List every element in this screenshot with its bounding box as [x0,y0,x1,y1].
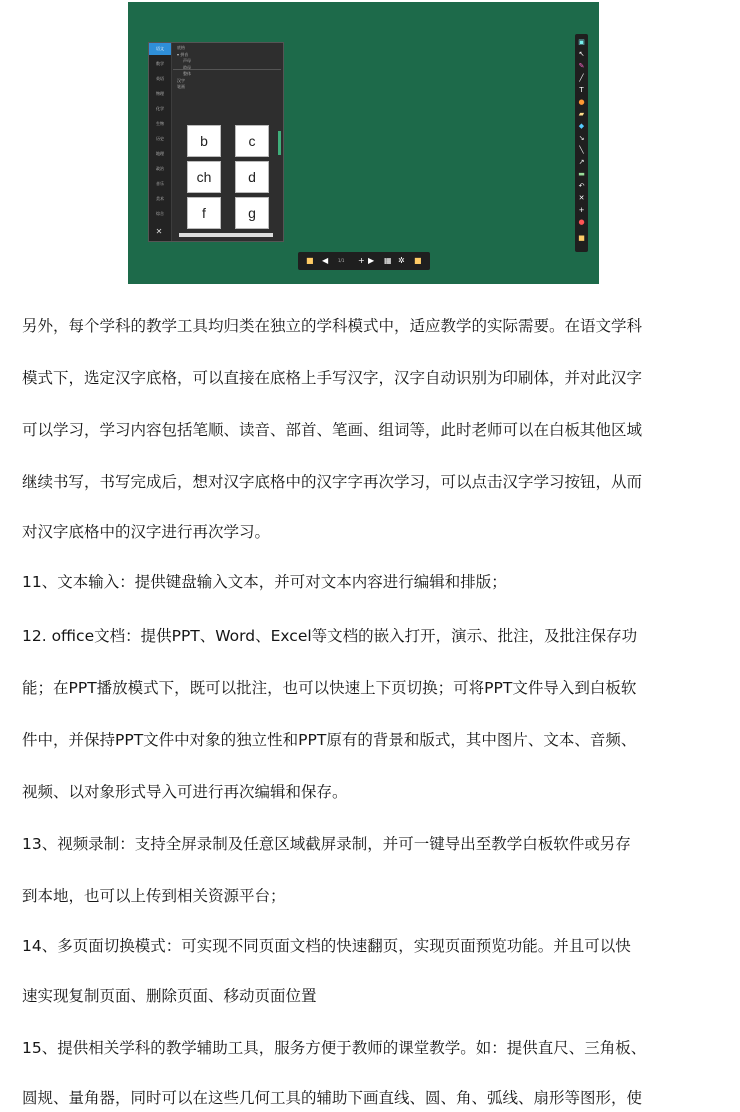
article-line: 能；在PPT播放模式下，既可以批注，也可以快速上下页切换；可将PPT文件导入到白板软 [22,679,637,697]
tree-item[interactable]: 整体 [183,71,191,76]
tree-item[interactable]: 韵母 [183,64,191,70]
tree-item[interactable]: 汉字 [177,77,185,83]
tree-item[interactable]: 声母 [183,58,191,63]
right-toolbar [575,34,588,252]
tree-item[interactable]: ▾ 拼音 [177,51,189,57]
grid-scroll-bar[interactable] [179,233,273,237]
subject-item[interactable]: 物理 [156,91,164,96]
image-icon[interactable]: ▬ [578,170,585,178]
subject-item[interactable]: 美术 [156,196,164,201]
article-line: 速实现复制页面、删除页面、移动页面位置 [22,987,317,1005]
page-indicator: 1/1 [338,258,345,263]
shape-icon[interactable]: ◆ [578,122,585,130]
subject-list [149,43,172,241]
tree-item[interactable]: 底格 [177,45,185,50]
article-line: 12. office文档：提供PPT、Word、Excel等文档的嵌入打开，演示、批注，及批注保存功 [22,627,638,645]
brush-icon[interactable]: ╱ [579,74,584,82]
bottom-toolbar [298,252,430,270]
subject-item[interactable]: 英语 [156,76,164,81]
add-page-icon[interactable]: + [358,256,365,265]
settings-icon[interactable]: ✲ [398,256,405,265]
pointer-icon[interactable]: ↘ [578,134,585,142]
select-icon[interactable]: ↖ [578,50,585,58]
line-icon[interactable]: ╲ [579,146,584,154]
subject-tool-panel [148,42,284,242]
add-icon[interactable]: + [578,206,585,214]
pinyin-tile[interactable]: g [235,197,269,229]
subject-item[interactable]: 综合 [156,211,164,216]
subject-item[interactable]: 政治 [156,166,164,171]
pinyin-tile[interactable]: d [235,161,269,193]
folder-icon[interactable]: ■ [578,234,585,242]
pinyin-tile[interactable]: b [187,125,221,157]
color-icon[interactable]: ● [578,98,585,106]
home-icon[interactable]: ■ [306,256,314,265]
tree-item[interactable]: 笔画 [177,84,185,89]
article-line: 14、多页面切换模式：可实现不同页面文档的快速翻页，实现页面预览功能。并且可以快 [22,937,631,955]
article-line: 另外，每个学科的教学工具均归类在独立的学科模式中，适应教学的实际需要。在语文学科 [22,317,643,335]
subject-item[interactable]: 化学 [156,106,164,111]
article-line: 13、视频录制：支持全屏录制及任意区域截屏录制，并可一键导出至教学白板软件或另存 [22,835,631,853]
pinyin-tile[interactable]: f [187,197,221,229]
article-line: 到本地，也可以上传到相关资源平台； [22,887,286,905]
grid-icon[interactable]: ▦ [384,256,392,265]
pinyin-tile[interactable]: c [235,125,269,157]
hand-icon[interactable]: ↗ [578,158,585,166]
tool-tree [173,45,281,123]
scrollbar-thumb[interactable] [278,131,281,155]
pinyin-tile-grid [179,125,273,237]
text-icon[interactable]: T [579,86,584,94]
whiteboard-screenshot [128,2,599,284]
eraser-icon[interactable]: ▰ [578,110,585,118]
article-line: 可以学习，学习内容包括笔顺、读音、部首、笔画、组词等，此时老师可以在白板其他区域 [22,421,643,439]
article-line: 对汉字底格中的汉字进行再次学习。 [22,523,271,541]
subject-item[interactable]: 音乐 [156,181,164,186]
article-line: 圆规、量角器，同时可以在这些几何工具的辅助下画直线、圆、角、弧线、扇形等图形，使 [22,1089,643,1107]
notes-icon[interactable]: ■ [414,256,422,265]
record-icon[interactable]: ● [578,218,585,226]
subject-item[interactable]: 历史 [156,136,164,141]
article-line: 继续书写，书写完成后，想对汉字底格中的汉字字再次学习，可以点击汉字学习按钮，从而 [22,473,643,491]
next-page-icon[interactable]: ▶ [368,256,375,265]
article-line: 模式下，选定汉字底格，可以直接在底格上手写汉字，汉字自动识别为印刷体，并对此汉字 [22,369,643,387]
article-line: 15、提供相关学科的教学辅助工具，服务方便于教师的课堂教学。如：提供直尺、三角板、 [22,1039,647,1057]
article-line: 件中，并保持PPT文件中对象的独立性和PPT原有的背景和版式，其中图片、文本、音频、 [22,731,637,749]
subject-item[interactable]: 生物 [156,121,164,126]
delete-icon[interactable]: ✕ [578,194,585,202]
pinyin-tile[interactable]: ch [187,161,221,193]
pen-icon[interactable]: ✎ [578,62,585,70]
divider [173,69,281,70]
article-line: 视频、以对象形式导入可进行再次编辑和保存。 [22,783,348,801]
close-icon[interactable]: ✕ [155,227,163,236]
previous-page-icon[interactable]: ◀ [322,256,329,265]
subject-item[interactable]: 数学 [156,61,164,66]
display-icon[interactable]: ▣ [578,38,585,46]
subject-item[interactable]: 语文 [149,43,171,55]
subject-item[interactable]: 地理 [156,151,164,156]
undo-icon[interactable]: ↶ [578,182,585,190]
article-line: 11、文本输入：提供键盘输入文本，并可对文本内容进行编辑和排版； [22,573,507,591]
